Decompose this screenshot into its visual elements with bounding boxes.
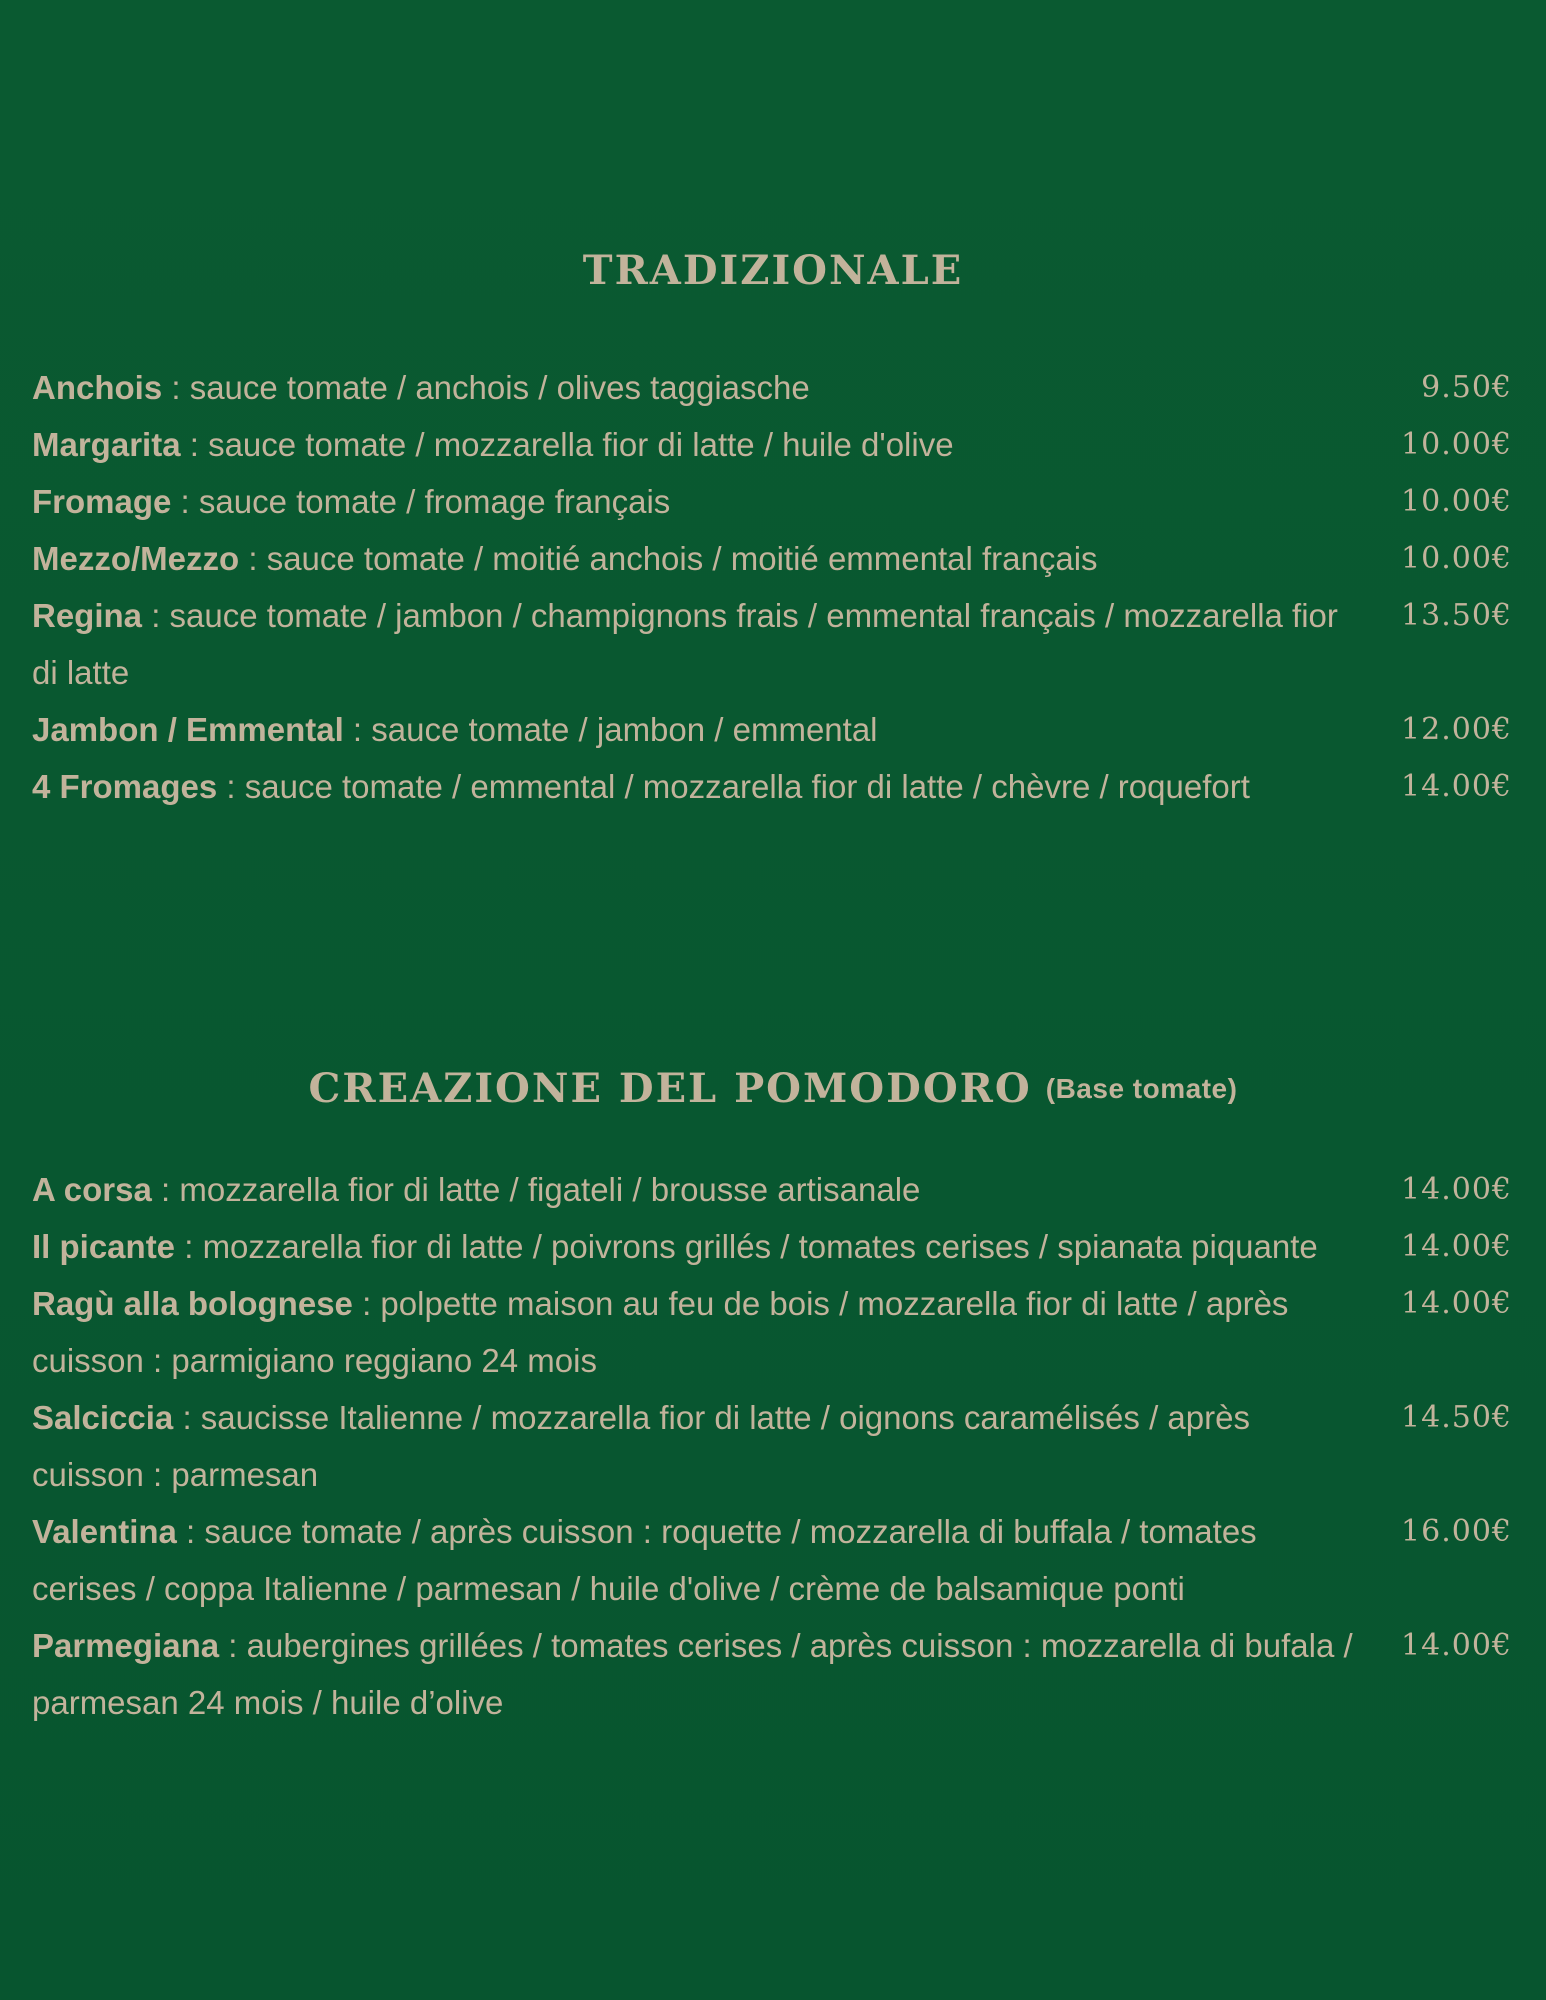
item-separator: : bbox=[180, 426, 209, 463]
menu-item bbox=[32, 701, 1512, 758]
item-price: 10.00€ bbox=[1401, 484, 1512, 519]
item-price: 14.50€ bbox=[1401, 1400, 1512, 1435]
item-description: saucisse Italienne / mozzarella fior di latte / oignons caramélisés / après cuisson : parmesan bbox=[32, 1399, 1250, 1493]
item-description: sauce tomate / mozzarella fior di latte / huile d'olive bbox=[208, 426, 954, 463]
item-name: Jambon / Emmental bbox=[32, 711, 344, 748]
section-note: (Base tomate) bbox=[1045, 1073, 1238, 1105]
item-price: 12.00€ bbox=[1401, 712, 1512, 747]
item-name: Mezzo/Mezzo bbox=[32, 540, 240, 577]
item-description: aubergines grillées / tomates cerises / après cuisson : mozzarella di bufala / parmesan 24 mois / huile d’olive bbox=[32, 1627, 1353, 1721]
item-description: sauce tomate / emmental / mozzarella fior di latte / chèvre / roquefort bbox=[244, 768, 1250, 805]
item-description: sauce tomate / moitié anchois / moitié emmental français bbox=[266, 540, 1098, 577]
item-price: 13.50€ bbox=[1401, 598, 1512, 633]
item-price: 14.00€ bbox=[1401, 1229, 1512, 1264]
item-separator: : bbox=[176, 1513, 205, 1550]
item-name: Anchois bbox=[32, 369, 163, 406]
item-name: Il picante bbox=[32, 1228, 176, 1265]
item-separator: : bbox=[173, 1399, 201, 1436]
item-price: 14.00€ bbox=[1401, 1172, 1512, 1207]
menu-item bbox=[32, 758, 1512, 815]
item-separator: : bbox=[151, 1171, 180, 1208]
item-separator: : bbox=[343, 711, 372, 748]
menu-item bbox=[32, 1218, 1512, 1275]
item-separator: : bbox=[352, 1285, 381, 1322]
item-price: 10.00€ bbox=[1401, 541, 1512, 576]
item-separator: : bbox=[175, 1228, 203, 1265]
item-name: Regina bbox=[32, 597, 143, 634]
item-price: 10.00€ bbox=[1401, 427, 1512, 462]
item-description: sauce tomate / après cuisson : roquette / mozzarella di buffala / tomates cerises / coppa Italienne / parmesan / huile d'olive / crème de balsamique ponti bbox=[32, 1513, 1257, 1607]
item-description: sauce tomate / jambon / champignons frais / emmental français / mozzarella fior di latte bbox=[32, 597, 1338, 691]
item-name: Fromage bbox=[32, 483, 172, 520]
item-separator: : bbox=[239, 540, 267, 577]
item-name: Ragù alla bolognese bbox=[32, 1285, 353, 1322]
item-separator: : bbox=[171, 483, 199, 520]
item-separator: : bbox=[219, 1627, 247, 1664]
item-name: 4 Fromages bbox=[32, 768, 218, 805]
item-price: 16.00€ bbox=[1401, 1514, 1512, 1549]
menu-item bbox=[32, 1617, 1512, 1731]
item-description: sauce tomate / fromage français bbox=[198, 483, 671, 520]
menu-item bbox=[32, 359, 1512, 416]
item-name: Margarita bbox=[32, 426, 181, 463]
item-name: Salciccia bbox=[32, 1399, 174, 1436]
item-price: 9.50€ bbox=[1421, 370, 1512, 405]
section-title-text: TRADIZIONALE bbox=[582, 247, 964, 295]
section-title-creazione bbox=[0, 1065, 1546, 1113]
item-name: Parmegiana bbox=[32, 1627, 220, 1664]
item-description: sauce tomate / anchois / olives taggiasche bbox=[189, 369, 810, 406]
menu-item bbox=[32, 1389, 1512, 1503]
menu-item bbox=[32, 473, 1512, 530]
item-description: mozzarella fior di latte / figateli / brousse artisanale bbox=[179, 1171, 921, 1208]
item-description: sauce tomate / jambon / emmental bbox=[371, 711, 878, 748]
menu-list-tradizionale bbox=[32, 359, 1512, 815]
item-price: 14.00€ bbox=[1401, 769, 1512, 804]
item-separator: : bbox=[162, 369, 190, 406]
item-description: mozzarella fior di latte / poivrons grillés / tomates cerises / spianata piquante bbox=[202, 1228, 1318, 1265]
menu-item bbox=[32, 1503, 1512, 1617]
item-name: Valentina bbox=[32, 1513, 177, 1550]
menu-item bbox=[32, 416, 1512, 473]
menu-item bbox=[32, 530, 1512, 587]
item-separator: : bbox=[142, 597, 170, 634]
item-separator: : bbox=[217, 768, 245, 805]
menu-item bbox=[32, 1275, 1512, 1389]
item-price: 14.00€ bbox=[1401, 1628, 1512, 1663]
menu-item bbox=[32, 1161, 1512, 1218]
section-title-text: CREAZIONE DEL POMODORO bbox=[308, 1065, 1032, 1113]
menu-item bbox=[32, 587, 1512, 701]
item-description: polpette maison au feu de bois / mozzarella fior di latte / après cuisson : parmigiano reggiano 24 mois bbox=[32, 1285, 1289, 1379]
menu-list-creazione bbox=[32, 1161, 1512, 1731]
section-title-tradizionale bbox=[0, 247, 1546, 295]
item-name: A corsa bbox=[32, 1171, 152, 1208]
item-price: 14.00€ bbox=[1401, 1286, 1512, 1321]
